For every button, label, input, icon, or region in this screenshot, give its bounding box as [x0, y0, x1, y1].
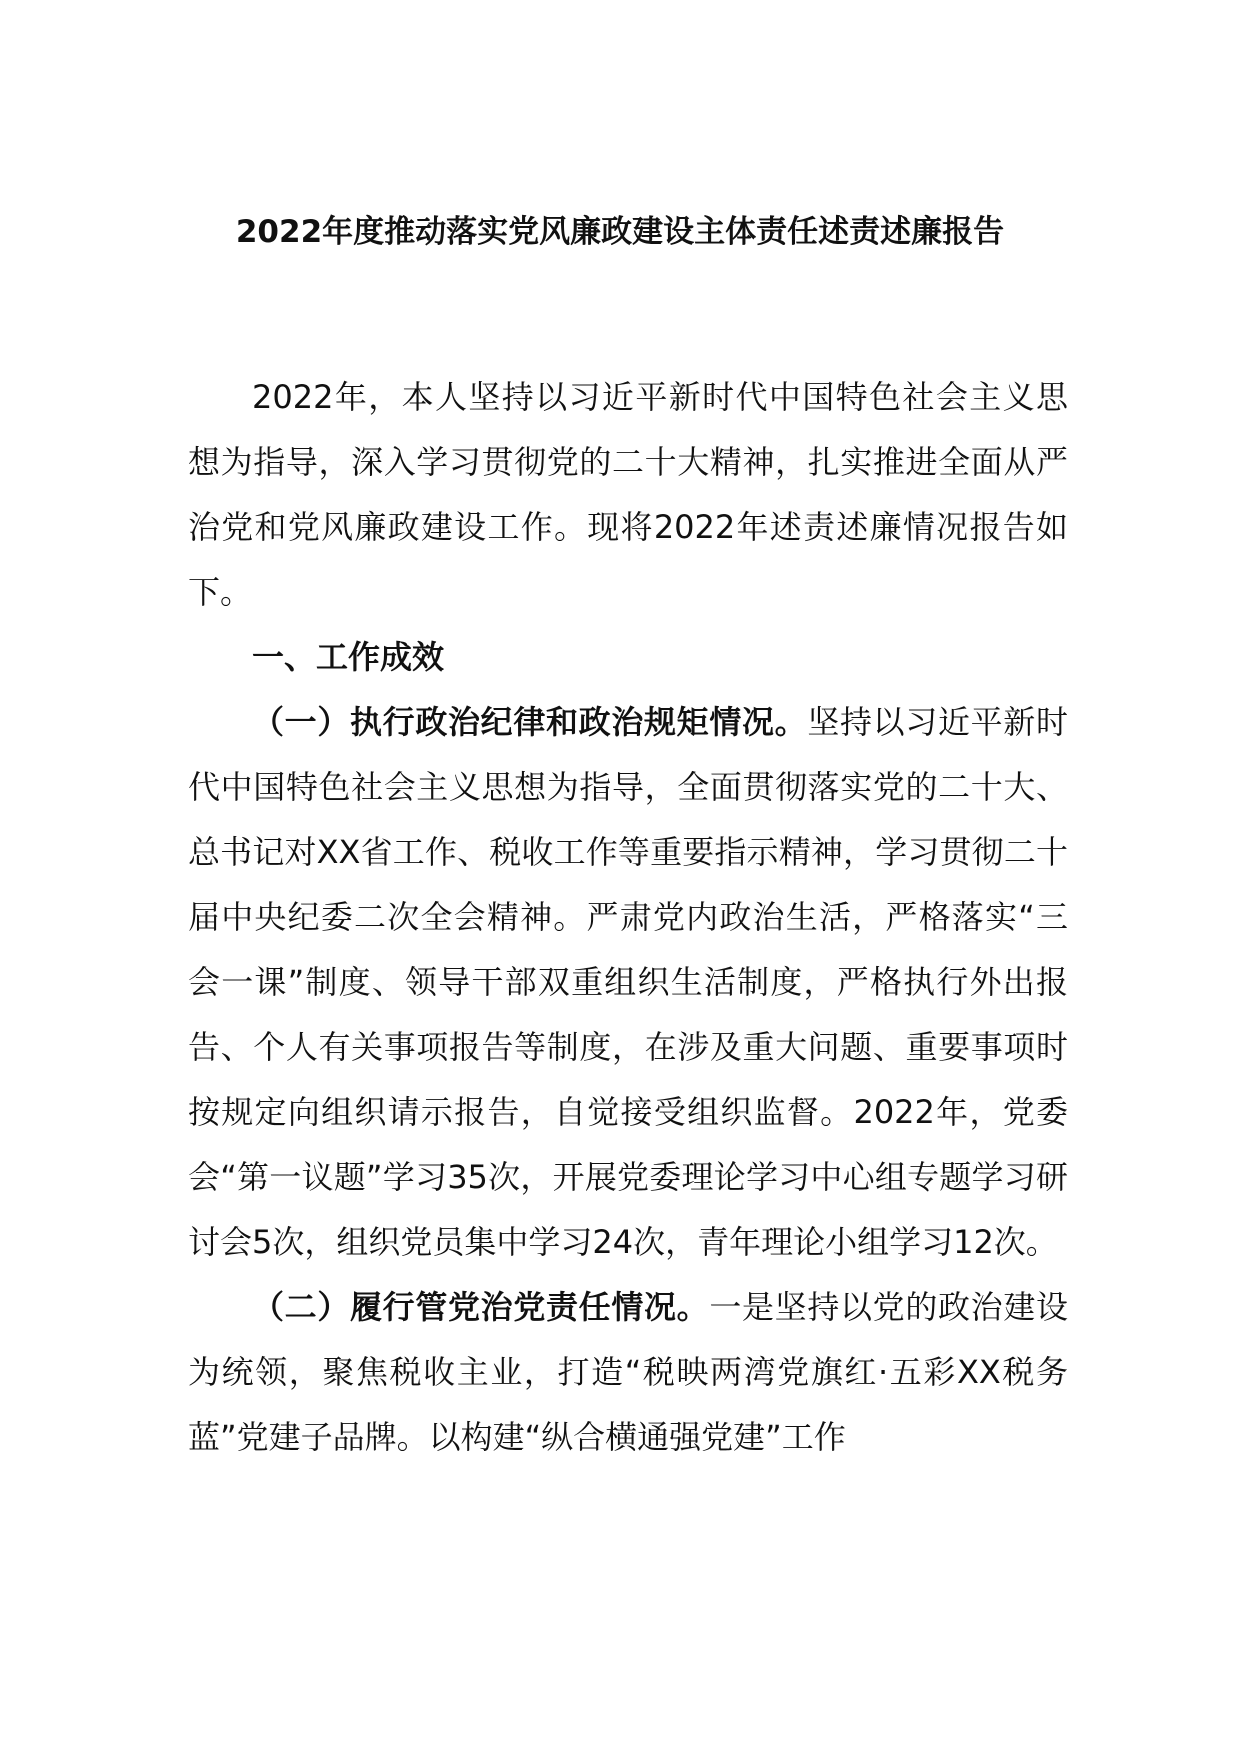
intro-paragraph: 2022年，本人坚持以习近平新时代中国特色社会主义思想为指导，深入学习贯彻党的二十大精神，扎实推进全面从严治党和党风廉政建设工作。现将2022年述责述廉情况报告如下。 — [188, 378, 1068, 611]
item-paragraph-party-governance — [188, 1275, 1068, 1470]
item-lead-political-discipline: （一）执行政治纪律和政治规矩情况。 — [252, 703, 808, 741]
item-paragraph-political-discipline — [188, 690, 1068, 1275]
item-text-political-discipline: 坚持以习近平新时代中国特色社会主义思想为指导，全面贯彻落实党的二十大、总书记对XX省工作、税收工作等重要指示精神，学习贯彻二十届中央纪委二次全会精神。严肃党内政治生活，严格落实“三会一课”制度、领导干部双重组织生活制度，严格执行外出报告、个人有关事项报告等制度，在涉及重大问题、重要事项时按规定向组织请示报告，自觉接受组织监督。2022年，党委会“第一议题”学习35次，开展党委理论学习中心组专题学习研讨会5次，组织党员集中学习24次，青年理论小组学习12次。 — [188, 703, 1068, 1261]
item-lead-party-governance: （二）履行管党治党责任情况。 — [252, 1288, 710, 1326]
document-body — [188, 365, 1068, 1470]
item-text-party-governance: 一是坚持以党的政治建设为统领，聚焦税收主业，打造“税映两湾党旗红·五彩XX税务蓝”党建子品牌。以构建“纵合横通强党建”工作 — [188, 1288, 1068, 1456]
section-heading-achievements: 一、工作成效 — [252, 638, 445, 676]
document-title: 2022年度推动落实党风廉政建设主体责任述责述廉报告 — [235, 214, 1005, 250]
